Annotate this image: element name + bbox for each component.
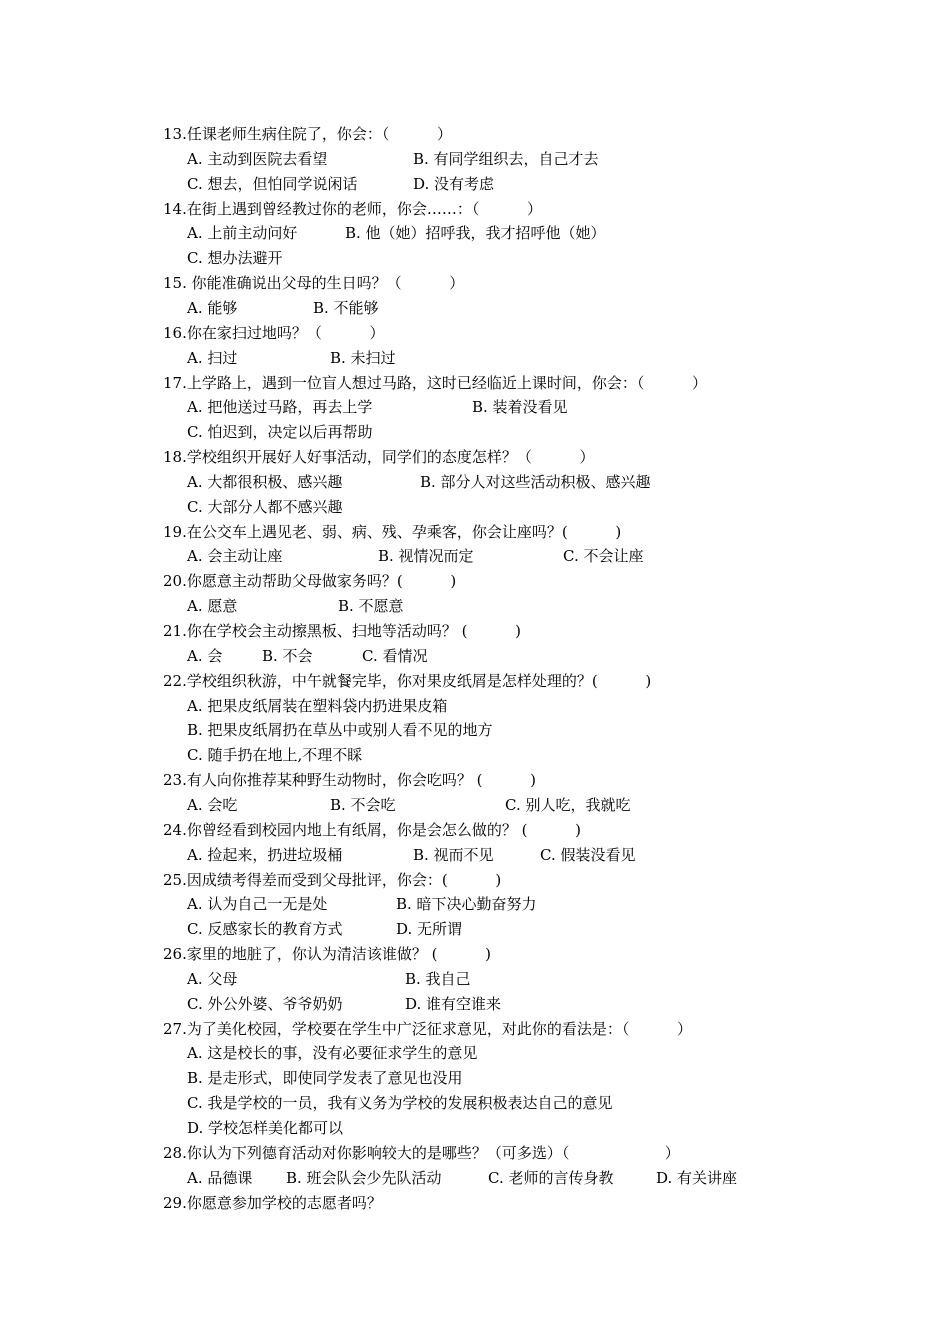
- question-stem: 22.学校组织秋游，中午就餐完毕，你对果皮纸屑是怎样处理的？( ): [163, 671, 652, 690]
- answer-option: A. 扫过: [187, 348, 238, 367]
- question-stem: 14.在街上遇到曾经教过你的老师，你会……：（ ）: [163, 199, 543, 218]
- answer-option: B. 装着没看见: [472, 398, 568, 417]
- answer-option: B. 部分人对这些活动积极、感兴趣: [420, 472, 651, 491]
- question-stem: 27.为了美化校园，学校要在学生中广泛征求意见，对此你的看法是：（ ）: [163, 1019, 693, 1038]
- answer-option: C. 反感家长的教育方式: [187, 920, 343, 939]
- answer-option: C. 外公外婆、爷爷奶奶: [187, 994, 343, 1013]
- question-stem: 25.因成绩考得差而受到父母批评，你会：( ): [163, 870, 502, 889]
- question-stem: 29.你愿意参加学校的志愿者吗？: [163, 1193, 382, 1212]
- question-stem: 28.你认为下列德育活动对你影响较大的是哪些？（可多选）（ ）: [163, 1143, 680, 1162]
- answer-option: C. 我是学校的一员，我有义务为学校的发展积极表达自己的意见: [187, 1094, 613, 1113]
- answer-option: B. 未扫过: [330, 348, 396, 367]
- answer-option: D. 学校怎样美化都可以: [187, 1119, 344, 1137]
- question-stem: 16.你在家扫过地吗？（ ）: [163, 323, 385, 342]
- answer-option: B. 视情况而定: [378, 547, 474, 566]
- answer-option: D. 谁有空谁来: [405, 994, 502, 1013]
- answer-option: A. 品德课: [187, 1168, 253, 1187]
- answer-option: B. 不会吃: [330, 795, 396, 814]
- question-stem: 23.有人向你推荐某种野生动物时，你会吃吗？ ( ): [163, 771, 537, 790]
- question-stem: 21.你在学校会主动擦黑板、扫地等活动吗？ ( ): [163, 622, 522, 640]
- answer-option: B. 不会: [262, 646, 313, 665]
- question-stem: 18.学校组织开展好人好事活动，同学们的态度怎样？（ ）: [163, 448, 595, 467]
- answer-option: C. 不会让座: [563, 547, 644, 566]
- answer-option: C. 怕迟到，决定以后再帮助: [187, 423, 373, 442]
- answer-option: D. 有关讲座: [656, 1168, 738, 1187]
- answer-option: C. 大部分人都不感兴趣: [187, 497, 343, 516]
- answer-option: B. 不愿意: [338, 597, 404, 616]
- answer-option: C. 随手扔在地上,不理不睬: [187, 746, 363, 765]
- answer-option: A. 把他送过马路，再去上学: [187, 398, 373, 417]
- answer-option: B. 我自己: [405, 969, 471, 988]
- question-stem: 26.家里的地脏了，你认为清洁该谁做？ ( ): [163, 945, 492, 964]
- answer-option: B. 班会队会少先队活动: [286, 1168, 442, 1187]
- answer-option: B. 是走形式，即使同学发表了意见也没用: [187, 1069, 463, 1088]
- answer-option: B. 把果皮纸屑扔在草丛中或别人看不见的地方: [187, 721, 493, 740]
- question-stem: 20.你愿意主动帮助父母做家务吗？( ): [163, 572, 457, 591]
- answer-option: B. 视而不见: [413, 845, 494, 864]
- answer-option: C. 老师的言传身教: [488, 1168, 614, 1187]
- answer-option: B. 有同学组织去，自己才去: [413, 149, 599, 168]
- question-stem: 17.上学路上，遇到一位盲人想过马路，这时已经临近上课时间，你会：（ ）: [163, 373, 708, 392]
- question-stem: 19.在公交车上遇见老、弱、病、残、孕乘客，你会让座吗？( ): [163, 522, 622, 541]
- question-stem: 24.你曾经看到校园内地上有纸屑，你是会怎么做的？ ( ): [163, 820, 582, 839]
- answer-option: A. 会吃: [187, 795, 238, 814]
- answer-option: C. 别人吃，我就吃: [505, 795, 631, 814]
- question-stem: 13.任课老师生病住院了，你会：（ ）: [163, 125, 453, 143]
- answer-option: A. 把果皮纸屑装在塑料袋内扔进果皮箱: [187, 696, 448, 715]
- answer-option: A. 这是校长的事，没有必要征求学生的意见: [187, 1044, 478, 1063]
- answer-option: A. 会: [187, 646, 223, 665]
- answer-option: A. 上前主动问好: [187, 224, 298, 243]
- answer-option: B. 暗下决心勤奋努力: [396, 895, 537, 914]
- answer-option: A. 父母: [187, 969, 238, 988]
- answer-option: A. 认为自己一无是处: [187, 895, 328, 914]
- answer-option: C. 假装没看见: [540, 845, 636, 864]
- answer-option: B. 不能够: [313, 298, 379, 317]
- answer-option: A. 会主动让座: [187, 547, 283, 566]
- answer-option: A. 大都很积极、感兴趣: [187, 472, 343, 491]
- answer-option: A. 捡起来，扔进垃圾桶: [187, 845, 343, 864]
- question-stem: 15. 你能准确说出父母的生日吗？（ ）: [163, 274, 465, 293]
- answer-option: C. 看情况: [362, 646, 428, 665]
- answer-option: B. 他（她）招呼我，我才招呼他（她）: [345, 224, 606, 243]
- answer-option: C. 想去，但怕同学说闲话: [187, 174, 358, 193]
- answer-option: A. 能够: [187, 298, 238, 317]
- answer-option: D. 没有考虑: [413, 174, 495, 193]
- answer-option: D. 无所谓: [396, 920, 463, 939]
- answer-option: A. 愿意: [187, 597, 238, 616]
- answer-option: A. 主动到医院去看望: [187, 149, 328, 168]
- answer-option: C. 想办法避开: [187, 249, 283, 268]
